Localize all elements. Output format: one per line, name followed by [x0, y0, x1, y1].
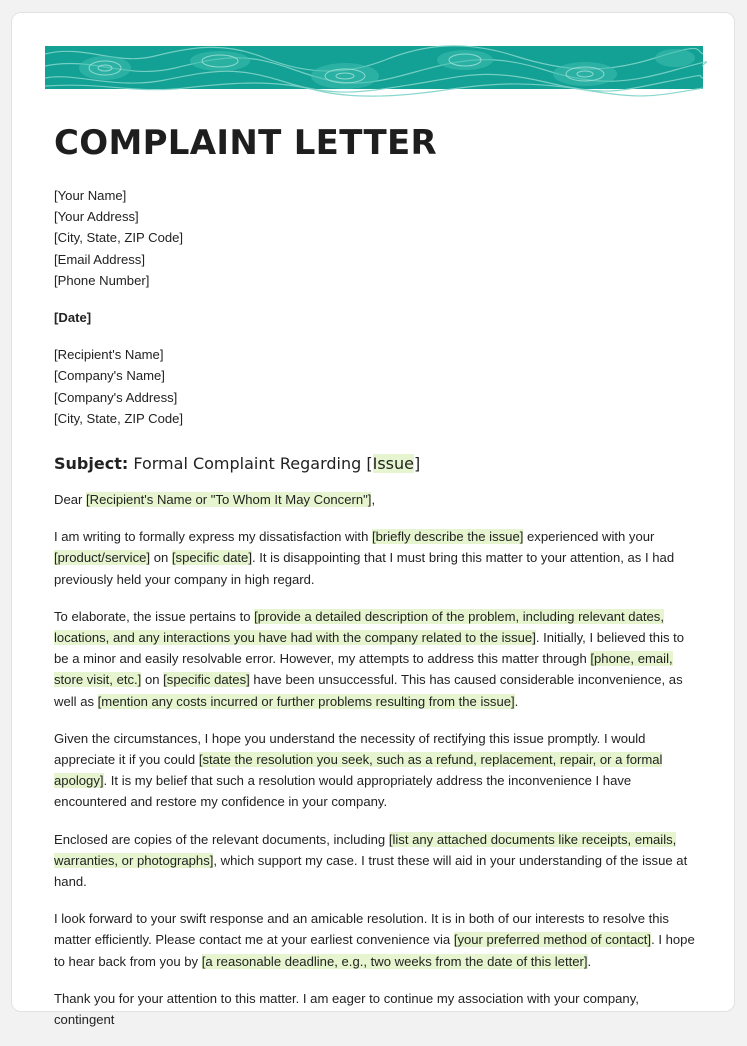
- subject-text: Formal Complaint Regarding: [133, 454, 367, 474]
- recipient-city: [City, State, ZIP Code]: [54, 410, 184, 426]
- subject-placeholder: Issue: [372, 454, 414, 474]
- body-paragraph: [54, 526, 698, 590]
- placeholder-text: [specific date]: [171, 550, 252, 566]
- placeholder-text: [a reasonable deadline, e.g., two weeks from the date of this letter]: [201, 953, 588, 969]
- paragraph-text: on: [141, 672, 164, 688]
- subject-bracket-open: [: [366, 454, 373, 474]
- paragraph-text: I look forward to your swift response and an amicable resolution. It is in both of our interests to resolve this matter efficiently. Please contact me at your earliest convenience via: [54, 911, 669, 948]
- paragraph-text: on: [150, 550, 172, 566]
- recipient-address: [Company's Address]: [54, 389, 178, 405]
- sender-name: [Your Name]: [54, 188, 127, 203]
- paragraph-text: . Initially, I believed this to be a minor and easily resolvable error. However, my attempts to address this matter through: [54, 630, 685, 667]
- body-paragraph: [54, 728, 698, 813]
- subject-line: [54, 453, 698, 475]
- letter-body: [54, 185, 698, 1046]
- paragraph-text: have been unsuccessful. This has caused considerable inconvenience, as well as: [54, 672, 683, 709]
- paragraph-text: , which support my case. I trust these will aid in your understanding of the issue at hand.: [54, 852, 688, 890]
- paragraph-text: Given the circumstances, I hope you understand the necessity of rectifying this issue promptly. I would appreciate it if you could: [54, 730, 646, 768]
- salutation-suffix: ,: [371, 492, 376, 508]
- paragraph-text: . I hope to hear back from you by: [54, 932, 695, 969]
- date-block: [54, 307, 698, 328]
- sender-city: [City, State, ZIP Code]: [54, 230, 184, 246]
- subject-label: Subject:: [54, 454, 129, 474]
- subject-bracket-close: ]: [413, 454, 421, 474]
- body-paragraph: [54, 606, 698, 712]
- header-banner: [45, 46, 703, 89]
- placeholder-text: [your preferred method of contact]: [453, 932, 652, 948]
- recipient-block: [54, 344, 698, 429]
- placeholder-text: [mention any costs incurred or further problems resulting from the issue]: [97, 693, 515, 709]
- body-paragraph: [54, 829, 698, 893]
- salutation-placeholder: [Recipient's Name or "To Whom It May Concern"]: [86, 492, 372, 508]
- paragraph-text: . It is disappointing that I must bring this matter to your attention, as I had previously held your company in high regard.: [54, 550, 675, 587]
- body-paragraph: [54, 908, 698, 972]
- paragraph-text: I am writing to formally express my dissatisfaction with: [54, 529, 372, 545]
- placeholder-text: [state the resolution you seek, such as a refund, replacement, repair, or a formal apology]: [54, 752, 663, 789]
- letter-page: [11, 12, 735, 1028]
- sender-block: [54, 185, 698, 291]
- paragraph-text: experienced with your: [523, 529, 655, 545]
- placeholder-text: [specific dates]: [163, 672, 250, 688]
- paragraph-text: Enclosed are copies of the relevant documents, including: [54, 831, 389, 847]
- document-title: COMPLAINT LETTER: [54, 123, 437, 163]
- salutation: [54, 489, 698, 510]
- paragraph-text: . It is my belief that such a resolution would appropriately address the inconvenience I have encountered and restore my confidence in your company.: [54, 773, 632, 810]
- recipient-name: [Recipient's Name]: [54, 347, 164, 363]
- paragraph-text: .: [514, 693, 519, 709]
- sender-email: [Email Address]: [54, 251, 145, 267]
- placeholder-text: [briefly describe the issue]: [371, 529, 524, 545]
- letter-date: [Date]: [54, 310, 92, 326]
- sender-phone: [Phone Number]: [54, 272, 150, 288]
- body-paragraph: [54, 988, 698, 1030]
- paragraph-text: To elaborate, the issue pertains to: [54, 608, 255, 624]
- sender-address: [Your Address]: [54, 209, 139, 225]
- paragraph-text: .: [587, 953, 592, 969]
- topographic-pattern: [45, 46, 703, 89]
- placeholder-text: [phone, email, store visit, etc.]: [54, 651, 673, 688]
- placeholder-text: [list any attached documents like receipts, emails, warranties, or photographs]: [54, 831, 677, 868]
- paragraph-text: Thank you for your attention to this matter. I am eager to continue my association with your company, contingent: [54, 990, 639, 1028]
- body-paragraphs: [54, 526, 698, 1030]
- placeholder-text: [provide a detailed description of the problem, including relevant dates, locations, and any interactions you have had with the company related to the issue]: [54, 608, 664, 646]
- salutation-prefix: Dear: [54, 492, 87, 508]
- placeholder-text: [product/service]: [54, 550, 151, 566]
- recipient-company: [Company's Name]: [54, 368, 165, 384]
